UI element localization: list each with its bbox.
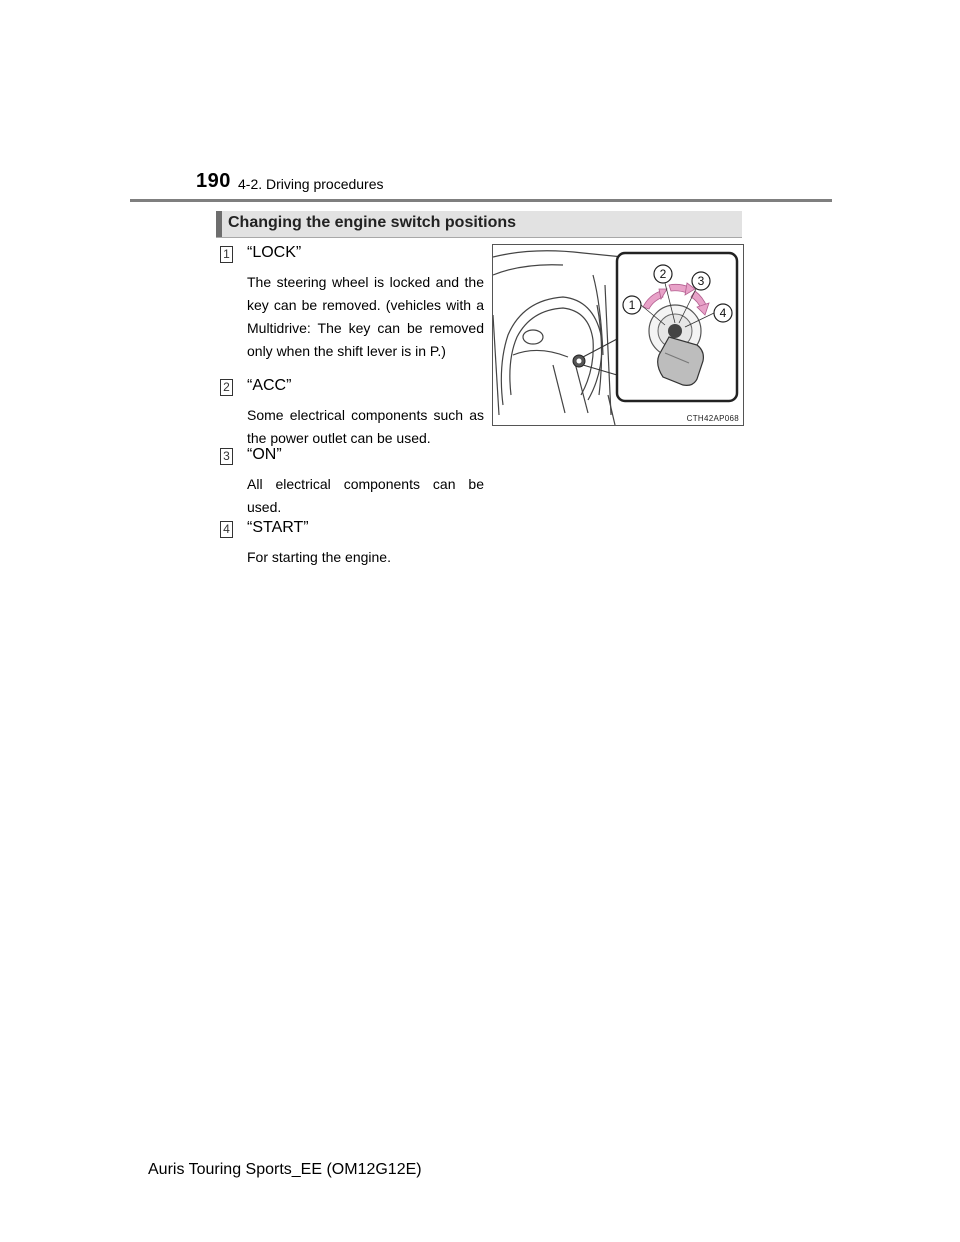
figure-code: CTH42AP068 [686,414,739,423]
section-path: 4-2. Driving procedures [238,176,384,192]
section-heading-title: Changing the engine switch positions [228,214,517,231]
item-title: “ACC” [247,377,292,394]
callout-2: 2 [659,267,667,281]
key-icon [658,337,704,385]
illustration-drawing [493,245,743,425]
item-number-badge: 4 [220,521,233,538]
item-description: All electrical components can be used. [247,476,484,515]
item-description: Some electrical components such as the power outlet can be used. [247,407,484,446]
callout-3: 3 [697,274,705,288]
item-title: “ON” [247,446,282,463]
item-description: For starting the engine. [247,549,391,565]
header-rule [130,199,832,202]
page-number: 190 [196,170,231,192]
heading-accent [216,211,222,237]
section-heading [216,211,742,238]
footer-model: Auris Touring Sports_EE (OM12G12E) [148,1161,422,1178]
item-number-badge: 3 [220,448,233,465]
callout-4: 4 [719,306,727,320]
item-number-badge: 2 [220,379,233,396]
item-number-badge: 1 [220,246,233,263]
item-description: The steering wheel is locked and the key can be removed. (vehicles with a Multidrive: The key can be removed only when the shift lever is in P.) [247,274,484,359]
item-title: “START” [247,519,309,536]
engine-switch-illustration [492,244,744,426]
callout-1: 1 [628,298,636,312]
item-title: “LOCK” [247,244,302,261]
